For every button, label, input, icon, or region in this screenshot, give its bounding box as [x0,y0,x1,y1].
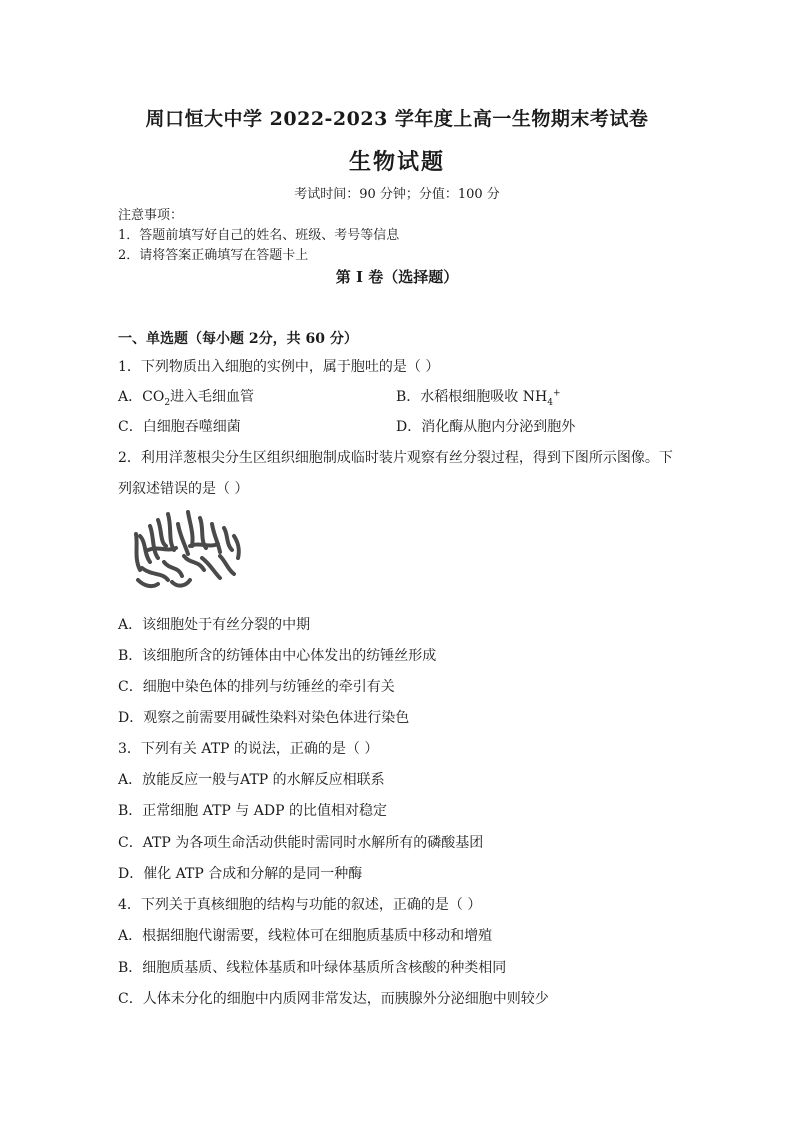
chromosome-stroke [190,544,218,546]
q2-option-b: B．该细胞所含的纺锤体由中心体发出的纺锤丝形成 [118,648,437,664]
q1-option-a-sub: 2 [164,397,171,408]
chromosome-stroke [164,562,182,576]
chromosome-stroke [150,526,158,558]
chromosome-stroke [212,524,220,552]
volume-title: 第 I 卷（选择题） [335,268,459,286]
notice-item-2: 2．请将答案正确填写在答题卡上 [118,248,309,263]
chromosome-stroke [172,580,190,586]
exam-subtitle: 生物试题 [348,149,445,175]
q1-option-b-prefix: B．水稻根细胞吸收 NH [396,389,548,405]
q4-option-b: B．细胞质基质、线粒体基质和叶绿体基质所含核酸的种类相同 [118,960,507,976]
chromosome-stroke [234,536,239,558]
exam-info: 考试时间：90 分钟；分值：100 分 [294,187,500,202]
q3-option-a: A．放能反应一般与ATP 的水解反应相联系 [118,772,385,788]
q2-option-d: D．观察之前需要用碱性染料对染色体进行染色 [118,710,410,726]
q3-option-c: C．ATP 为各项生命活动供能时需同时水解所有的磷酸基团 [118,835,484,851]
q1-option-c: C．白细胞吞噬细菌 [118,419,241,435]
q2-option-c: C．细胞中染色体的排列与纺锤丝的牵引有关 [118,679,395,695]
chromosome-stroke [158,520,166,546]
q1-option-a-prefix: A．CO [118,389,165,405]
chromosome-stroke [142,568,168,580]
q4-option-a: A．根据细胞代谢需要，线粒体可在细胞质基质中移动和增殖 [118,928,493,944]
chromosome-stroke [148,548,176,550]
q3-option-d: D．催化 ATP 合成和分解的是同一种酶 [118,866,363,882]
chromosome-stroke [136,534,140,570]
exam-title: 周口恒大中学 2022-2023 学年度上高一生物期末考试卷 [145,108,649,130]
chromosome-stroke [220,556,234,574]
q3-option-b: B．正常细胞 ATP 与 ADP 的比值相对稳定 [118,803,387,819]
chromosome-stroke [138,580,158,586]
q4-option-c: C．人体未分化的细胞中内质网非常发达，而胰腺外分泌细胞中则较少 [118,991,549,1007]
q1-stem: 1．下列物质出入细胞的实例中，属于胞吐的是（ ） [118,359,440,375]
q2-option-a: A．该细胞处于有丝分裂的中期 [118,617,311,633]
chromosome-micrograph [128,506,248,594]
q1-option-b [396,386,560,408]
q1-option-b-sub: 4 [547,397,553,408]
chromosome-stroke [188,512,193,546]
q2-stem-line1: 2．利用洋葱根尖分生区组织细胞制成临时装片观察有丝分裂过程，得到下图所示图像。下 [118,450,673,466]
notice-item-1: 1．答题前填写好自己的姓名、班级、考号等信息 [118,228,400,243]
q1-option-a [118,386,254,408]
q1-option-d: D．消化酶从胞内分泌到胞外 [396,419,576,435]
section-title: 一、单选题（每小题 2分，共 60 分） [118,331,358,347]
q1-option-b-sup: + [552,388,561,399]
chromosome-stroke [224,528,232,550]
q1-option-a-rest: 进入毛细血管 [170,389,255,405]
chromosome-stroke [168,514,174,550]
q2-stem-line2: 列叙述错误的是（ ） [118,481,249,497]
q3-stem: 3．下列有关 ATP 的说法，正确的是（ ） [118,741,379,757]
notice-heading: 注意事项： [118,208,184,223]
q4-stem: 4．下列关于真核细胞的结构与功能的叙述，正确的是（ ） [118,897,482,913]
chromosome-stroke [178,524,188,554]
